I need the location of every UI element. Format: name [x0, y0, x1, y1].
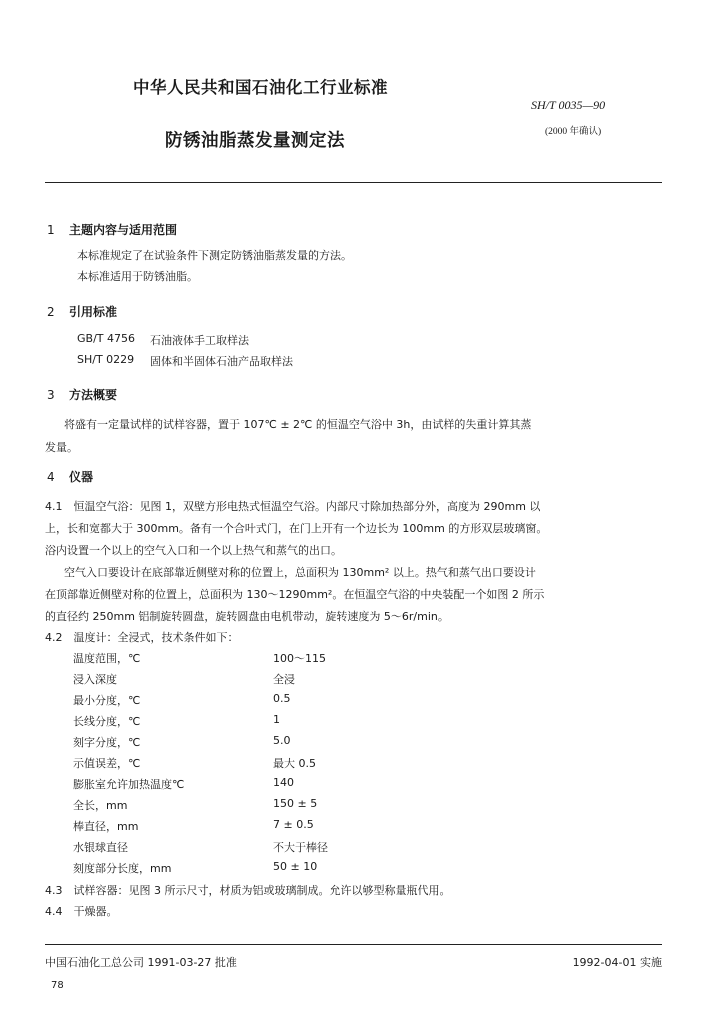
- section-2-heading: [47, 303, 117, 320]
- clause-4-4: 4.4 干燥器。: [45, 905, 118, 918]
- spec-value: 5.0: [273, 734, 291, 747]
- paragraph: 本标准规定了在试验条件下测定防锈油脂蒸发量的方法。: [77, 249, 352, 262]
- reference-title: 石油液体手工取样法: [150, 334, 249, 347]
- paragraph: 发量。: [45, 441, 78, 454]
- spec-label: 最小分度，℃: [73, 694, 141, 707]
- clause-4-1: 上，长和宽都大于 300mm。备有一个合叶式门，在门上开有一个边长为 100mm 的方形双层玻璃窗。: [45, 522, 548, 535]
- spec-label: 水银球直径: [73, 841, 128, 854]
- clause-4-1: 4.1 恒温空气浴：见图 1，双壁方形电热式恒温空气浴。内部尺寸除加热部分外，高度为 290mm 以: [45, 500, 541, 513]
- section-3-heading: [47, 386, 117, 403]
- spec-value: 1: [273, 713, 280, 726]
- paragraph: 本标准适用于防锈油脂。: [77, 270, 198, 283]
- reference-title: 固体和半固体石油产品取样法: [150, 355, 293, 368]
- spec-value: 100～115: [273, 652, 326, 665]
- page-number: 78: [51, 980, 64, 991]
- implementation-date: 1992-04-01 实施: [572, 956, 662, 969]
- spec-label: 温度范围，℃: [73, 652, 141, 665]
- paragraph: 将盛有一定量试样的试样容器，置于 107℃ ± 2℃ 的恒温空气浴中 3h，由试样的失重计算其蒸: [64, 418, 532, 431]
- spec-label: 浸入深度: [73, 673, 117, 686]
- section-title: 引用标准: [69, 305, 118, 319]
- spec-label: 长线分度，℃: [73, 715, 141, 728]
- section-number: 3: [47, 388, 55, 402]
- section-title: 主题内容与适用范围: [69, 223, 178, 237]
- spec-label: 膨胀室允许加热温度℃: [73, 778, 185, 791]
- footer-divider: [45, 944, 662, 945]
- section-number: 1: [47, 223, 55, 237]
- clause-4-3: 4.3 试样容器：见图 3 所示尺寸，材质为铝或玻璃制成。允许以够型称量瓶代用。: [45, 884, 451, 897]
- spec-value: 0.5: [273, 692, 291, 705]
- reference-code: SH/T 0229: [77, 353, 135, 366]
- spec-label: 刻度部分长度，mm: [73, 862, 172, 875]
- document-title: 防锈油脂蒸发量测定法: [165, 131, 345, 151]
- section-title: 仪器: [69, 470, 94, 484]
- spec-label: 全长，mm: [73, 799, 128, 812]
- reference-code: GB/T 4756: [77, 332, 135, 345]
- spec-label: 棒直径，mm: [73, 820, 139, 833]
- header-divider: [45, 182, 662, 183]
- clause-4-2: 4.2 温度计：全浸式，技术条件如下：: [45, 631, 239, 644]
- clause-4-1: 在顶部靠近侧壁对称的位置上，总面积为 130～1290mm²。在恒温空气浴的中央装配一个如图 2 所示: [45, 588, 545, 601]
- section-title: 方法概要: [69, 388, 118, 402]
- spec-value: 全浸: [273, 673, 295, 686]
- confirmation-note: (2000 年确认): [545, 127, 602, 137]
- section-4-heading: [47, 468, 93, 485]
- spec-value: 150 ± 5: [273, 797, 318, 810]
- approval-line: 中国石油化工总公司 1991-03-27 批准: [45, 956, 237, 969]
- spec-value: 140: [273, 776, 294, 789]
- section-1-heading: [47, 221, 177, 238]
- section-number: 4: [47, 470, 55, 484]
- spec-label: 示值误差，℃: [73, 757, 141, 770]
- section-number: 2: [47, 305, 55, 319]
- standard-code: SH/T 0035—90: [531, 98, 606, 112]
- clause-4-1: 空气入口要设计在底部靠近侧壁对称的位置上，总面积为 130mm² 以上。热气和蒸气出口要设计: [64, 566, 536, 579]
- standard-category-title: 中华人民共和国石油化工行业标准: [133, 78, 388, 97]
- spec-label: 刻字分度，℃: [73, 736, 141, 749]
- clause-4-1: 浴内设置一个以上的空气入口和一个以上热气和蒸气的出口。: [45, 544, 342, 557]
- spec-value: 7 ± 0.5: [273, 818, 314, 831]
- spec-value: 不大于棒径: [273, 841, 328, 854]
- spec-value: 50 ± 10: [273, 860, 318, 873]
- spec-value: 最大 0.5: [273, 757, 316, 770]
- clause-4-1: 的直径约 250mm 铝制旋转圆盘，旋转圆盘由电机带动，旋转速度为 5～6r/min。: [45, 610, 449, 623]
